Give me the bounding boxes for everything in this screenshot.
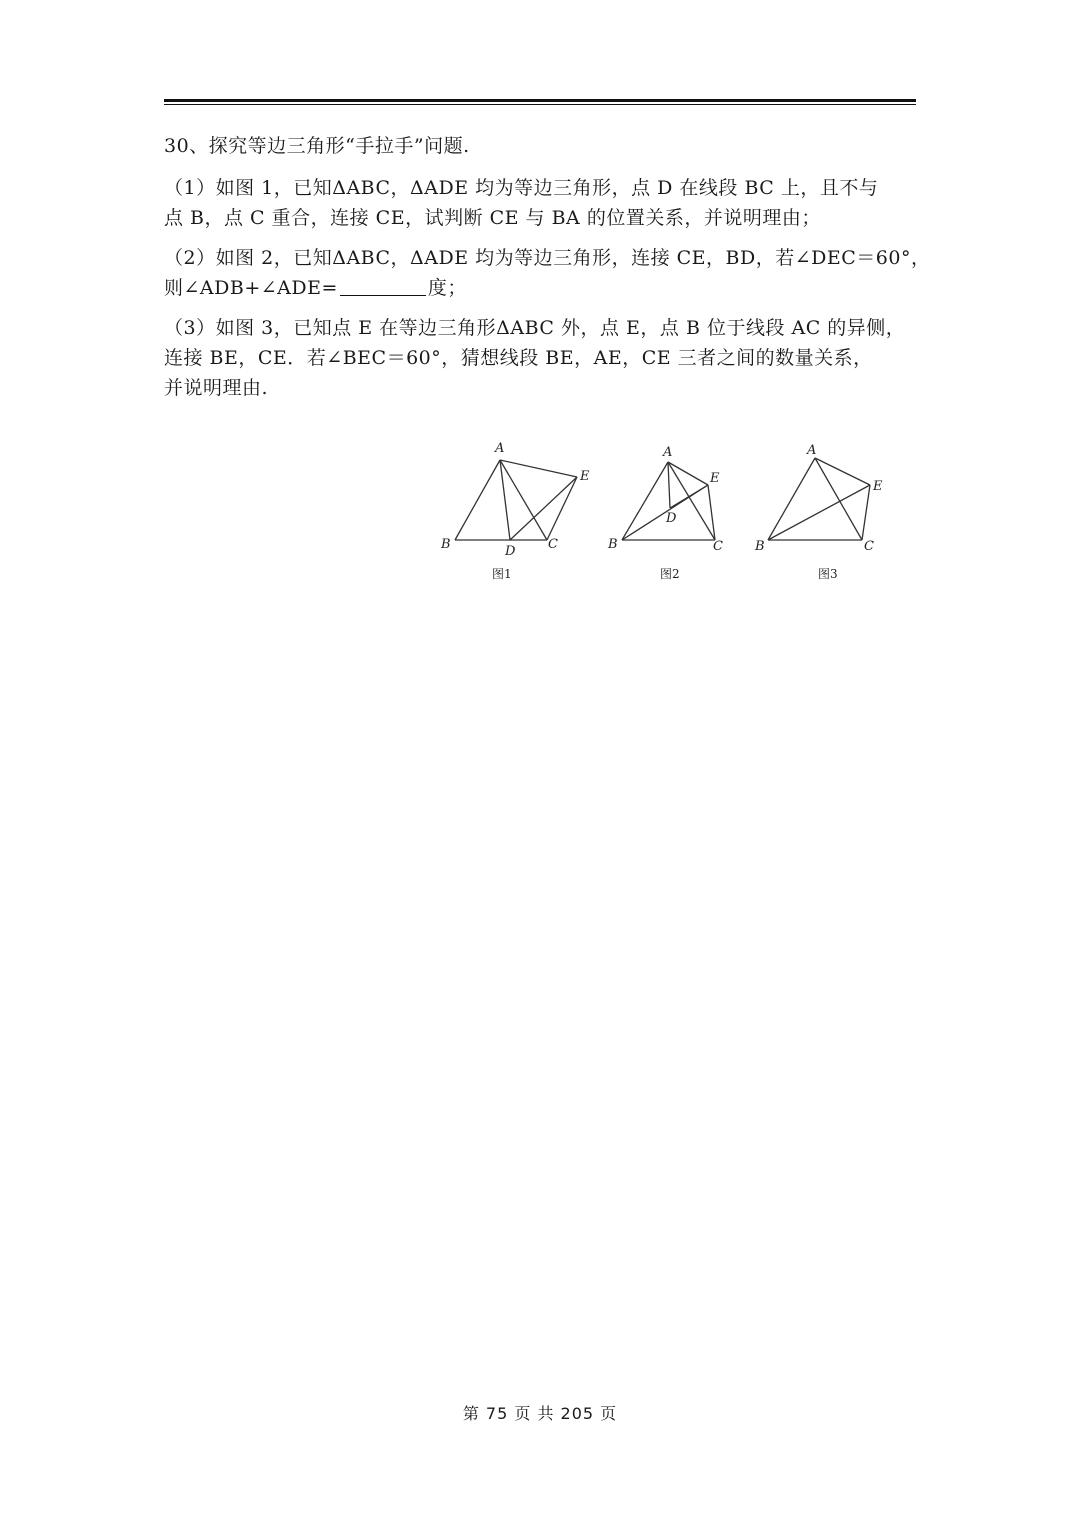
fig1-caption: 图1 <box>492 567 512 581</box>
answer-blank[interactable] <box>340 275 426 296</box>
fig3-label-b: B <box>755 539 765 554</box>
fig3-label-c: C <box>864 539 874 554</box>
figure-group <box>430 430 900 600</box>
fig1-label-a: A <box>495 441 505 456</box>
fig2-label-c: C <box>713 539 723 554</box>
part-2-line-1: （2）如图 2，已知ΔABC，ΔADE 均为等边三角形，连接 CE，BD，若∠DEC＝60°， <box>164 247 931 269</box>
header-rule-thick <box>164 99 916 102</box>
question-part-3 <box>164 313 924 403</box>
geometry-figures <box>430 430 900 600</box>
header-rule-thin <box>164 104 916 105</box>
fig1-label-b: B <box>441 537 451 552</box>
fig2-label-a: A <box>663 445 673 460</box>
page-footer: 第 75 页 共 205 页 <box>462 1404 618 1423</box>
question-part-2 <box>164 243 931 303</box>
question-title: 30、探究等边三角形“手拉手”问题. <box>164 135 470 157</box>
fig3-label-e: E <box>873 479 883 494</box>
part-3-line-3: 并说明理由. <box>164 377 269 399</box>
figure-1 <box>455 460 577 540</box>
figure-2 <box>622 462 715 540</box>
fig1-label-e: E <box>580 469 590 484</box>
part-2-line-2 <box>164 273 924 303</box>
fig2-caption: 图2 <box>660 567 680 581</box>
part-1-line-2: 点 B，点 C 重合，连接 CE，试判断 CE 与 BA 的位置关系，并说明理由； <box>164 207 821 229</box>
fig1-label-c: C <box>548 537 558 552</box>
part-2-line-2-prefix: 则∠ADB+∠ADE= <box>164 277 338 299</box>
fig2-label-b: B <box>608 537 618 552</box>
part-3-line-1: （3）如图 3，已知点 E 在等边三角形ΔABC 外，点 E，点 B 位于线段 AC 的异侧， <box>164 317 906 339</box>
part-3-line-2: 连接 BE，CE．若∠BEC＝60°，猜想线段 BE，AE，CE 三者之间的数量关系， <box>164 347 873 369</box>
figure-3 <box>768 458 870 540</box>
fig2-label-e: E <box>710 471 720 486</box>
fig3-caption: 图3 <box>818 567 838 581</box>
question-part-1 <box>164 173 924 233</box>
fig1-label-d: D <box>505 544 516 559</box>
part-2-line-2-suffix: 度； <box>427 277 467 299</box>
fig3-label-a: A <box>807 443 817 458</box>
part-1-line-1: （1）如图 1，已知ΔABC，ΔADE 均为等边三角形，点 D 在线段 BC 上，且不与 <box>164 177 879 199</box>
fig2-label-d: D <box>666 511 677 526</box>
